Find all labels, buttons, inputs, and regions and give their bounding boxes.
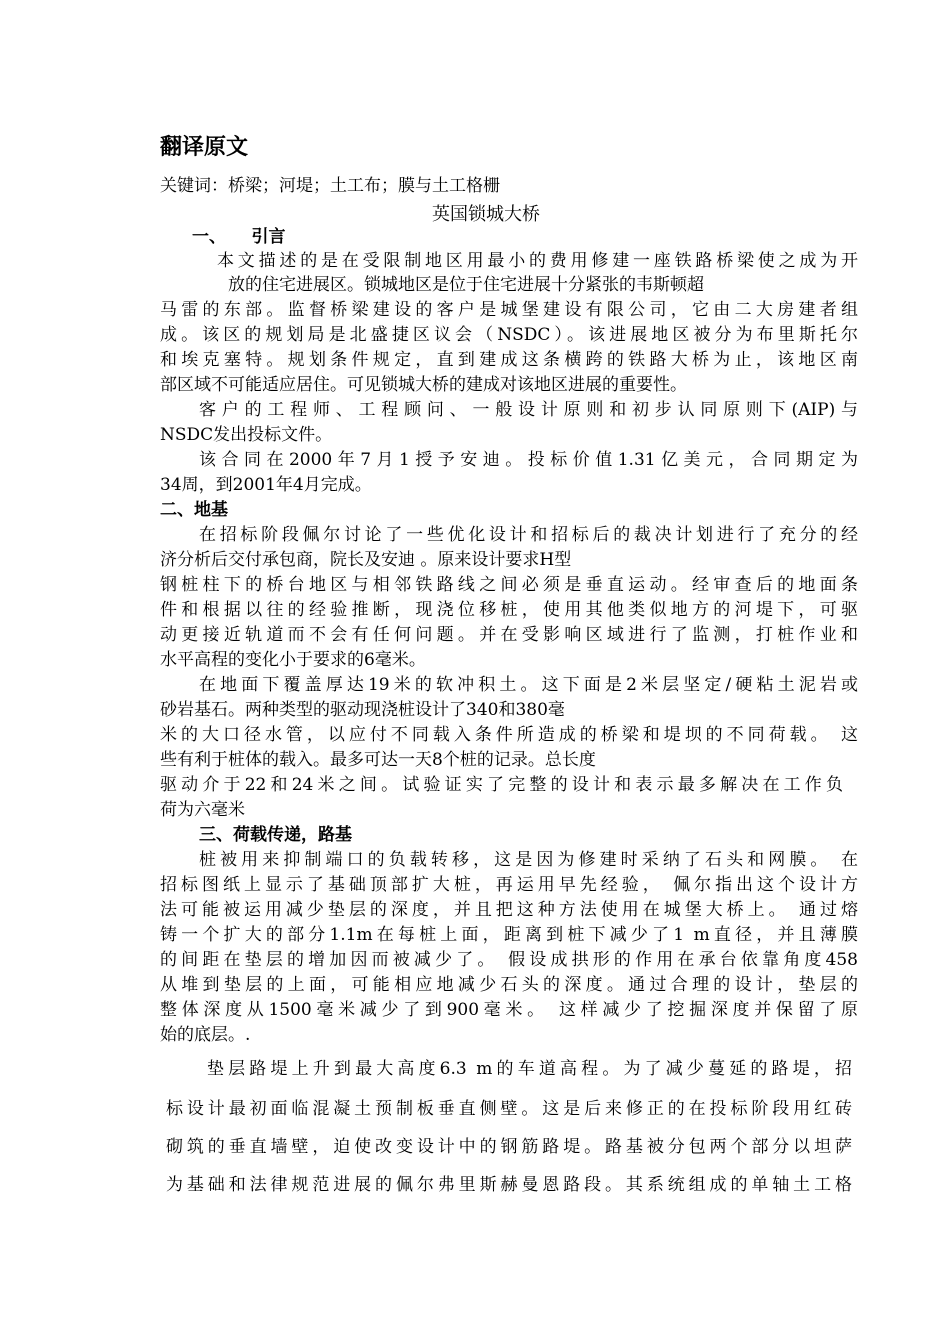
body-line: 米的大口径水管，以应付不同载入条件所造成的桥梁和堤坝的不同荷载。 这: [160, 725, 858, 745]
section-heading-foundation: 二、地基: [160, 500, 228, 520]
section-heading-intro: 一、 引言: [192, 227, 286, 247]
body-line: 铸一个扩大的部分1.1m在每桩上面，距离到桩下减少了1 m直径，并且薄膜: [160, 925, 858, 945]
section-heading-load-transfer: 三、荷载传递，路基: [199, 825, 352, 845]
body-line: 本文描述的是在受限制地区用最小的费用修建一座铁路桥梁使之成为开: [217, 251, 858, 271]
body-line: 和埃克塞特。规划条件规定，直到建成这条横跨的铁路大桥为止，该地区南: [160, 350, 858, 370]
body-line: 驱动介于22和24米之间。试验证实了完整的设计和表示最多解决在工作负: [160, 775, 843, 795]
body-line: 从堆到垫层的上面，可能相应地减少石头的深度。通过合理的设计，垫层的: [160, 975, 858, 995]
body-line: 放的住宅进展区。锁城地区是位于住宅进展十分紧张的韦斯顿超: [228, 275, 704, 295]
body-line: 法可能被运用减少垫层的深度，并且把这种方法使用在城堡大桥上。 通过熔: [160, 900, 858, 920]
body-line: NSDC发出投标文件。: [160, 425, 333, 445]
body-line: 件和根据以往的经验推断，现浇位移桩，使用其他类似地方的河堤下，可驱: [160, 600, 858, 620]
body-line: 标设计最初面临混凝土预制板垂直侧壁。这是后来修正的在投标阶段用红砖: [166, 1099, 852, 1119]
body-line: 水平高程的变化小于要求的6毫米。: [160, 650, 426, 670]
body-line: 钢桩柱下的桥台地区与相邻铁路线之间必须是垂直运动。经审查后的地面条: [160, 575, 858, 595]
body-line: 荷为六毫米: [160, 800, 245, 820]
body-line: 整体深度从1500毫米减少了到900毫米。 这样减少了挖掘深度并保留了原: [160, 1000, 858, 1020]
keywords-line: 关键词：桥梁；河堤；土工布；膜与土工格栅: [160, 176, 500, 196]
body-line: 在地面下覆盖厚达19米的软冲积土。这下面是2米层坚定/硬粘土泥岩或: [199, 675, 858, 695]
body-line: 该合同在2000年7月1授予安迪。投标价值1.31亿美元，合同期定为: [199, 450, 858, 470]
body-line: 客户的工程师、工程顾问、一般设计原则和初步认同原则下(AIP)与: [199, 400, 858, 420]
body-line: 34周，到2001年4月完成。: [160, 475, 372, 495]
body-line: 成。该区的规划局是北盛捷区议会（NSDC）。该进展地区被分为布里斯托尔: [160, 325, 858, 345]
body-line: 动更接近轨道而不会有任何问题。并在受影响区域进行了监测，打桩作业和: [160, 625, 858, 645]
body-line: 马雷的东部。监督桥梁建设的客户是城堡建设有限公司，它由二大房建者组: [160, 300, 858, 320]
body-line: 垫层路堤上升到最大高度6.3 m的车道高程。为了减少蔓延的路堤，招: [207, 1059, 852, 1079]
body-line: 砌筑的垂直墙壁，迫使改变设计中的钢筋路堤。路基被分包两个部分以坦萨: [166, 1137, 852, 1157]
body-line: 为基础和法律规范进展的佩尔弗里斯赫曼恩路段。其系统组成的单轴土工格: [166, 1175, 852, 1195]
body-line: 济分析后交付承包商，院长及安迪 。原来设计要求H型: [160, 550, 572, 570]
body-line: 砂岩基石。两种类型的驱动现浇桩设计了340和380毫: [160, 700, 565, 720]
article-title: 英国锁城大桥: [432, 204, 540, 225]
body-line: 招标图纸上显示了基础顶部扩大桩，再运用早先经验， 佩尔指出这个设计方: [160, 875, 858, 895]
body-line: 桩被用来抑制端口的负载转移，这是因为修建时采纳了石头和网膜。 在: [199, 850, 858, 870]
doc-title: 翻译原文: [160, 135, 249, 160]
body-line: 些有利于桩体的载入。最多可达一天8个桩的记录。总长度: [160, 750, 596, 770]
body-line: 部区域不可能适应居住。可见锁城大桥的建成对该地区进展的重要性。: [160, 375, 687, 395]
body-line: 的间距在垫层的增加因而被减少了。 假设成拱形的作用在承台依靠角度458: [160, 950, 858, 970]
body-line: 始的底层。.: [160, 1025, 251, 1045]
body-line: 在招标阶段佩尔讨论了一些优化设计和招标后的裁决计划进行了充分的经: [199, 525, 858, 545]
